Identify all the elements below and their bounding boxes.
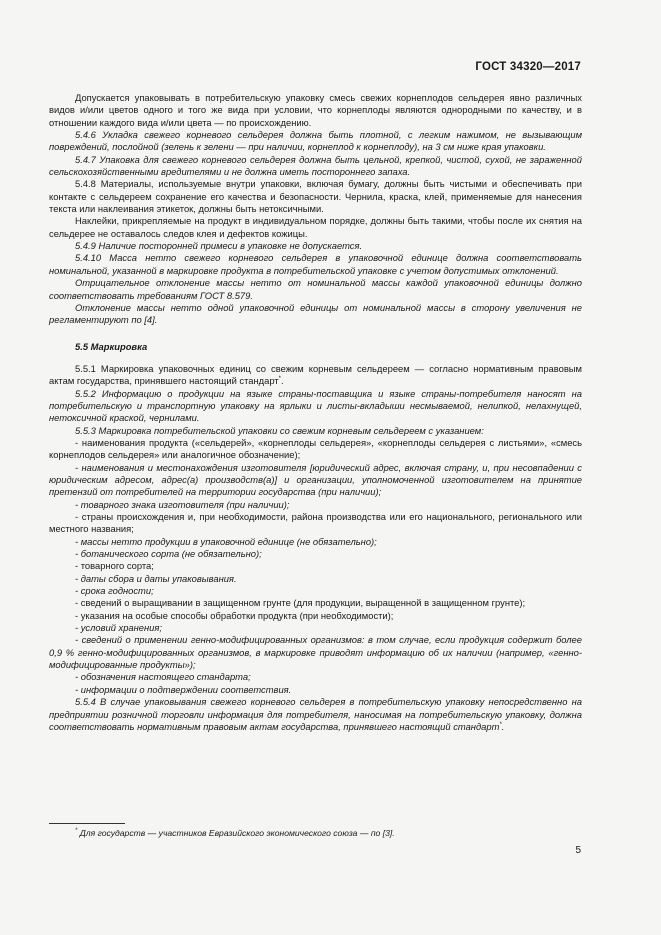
section-title-marking: 5.5 Маркировка <box>75 340 148 352</box>
paragraph-5-4-7: 5.4.7 Упаковка для свежего корневого сельдерея должна быть цельной, крепкой, чистой, сухой, не зараженной сельскохозяйственными вредителями и не должна иметь постороннего запаха. <box>49 153 582 178</box>
paragraph-5-5-3: 5.5.3 Маркировка потребительской упаковки со свежим корневым сельдереем с указанием: <box>75 424 484 436</box>
list-item: - наименования и местонахождения изготовителя [юридический адрес, включая страну, и, при несовпадении с юридическим адресом, адрес(а) производств(а)] и организации, уполномоченной изготовителем на принятие претензий от потребителей на территории государства (при наличии); <box>49 461 582 498</box>
paragraph-5-5-1-text: 5.5.1 Маркировка упаковочных единиц со свежим корневым сельдереем — согласно нормативным правовым актам государства, принявшего настоящий стандарт <box>49 362 582 387</box>
list-item: - товарного знака изготовителя (при наличии); <box>75 498 290 510</box>
paragraph-5-5-4-text: 5.5.4 В случае упаковывания свежего корневого сельдерея в потребительскую упаковку непосредственно на предприятии розничной торговли информация для потребителя, наносимая на потребительскую упаковку, должна соответствовать нормативным правовым актам государства, принявшего настоящий стандарт <box>49 696 582 732</box>
list-item: - информации о подтверждении соответствия. <box>75 683 292 695</box>
footnote <box>49 828 582 838</box>
paragraph-5-5-4-end: . <box>501 720 505 732</box>
list-item: - товарного сорта; <box>75 560 154 572</box>
paragraph-mixed-packaging: Допускается упаковывать в потребительскую упаковку смесь свежих корнеплодов сельдерея явно различных видов и/или цветов одного и того же вида при условии, что корнеплоды являются однородными по качеству, и в отношении каждого вида и/или цвета — по происхождению. <box>49 92 582 128</box>
footnote-mark: * <box>75 828 78 835</box>
list-item: - массы нетто продукции в упаковочной единице (не обязательно); <box>75 535 377 547</box>
paragraph-stickers: Наклейки, прикрепляемые на продукт в индивидуальном порядке, должны быть такими, чтобы после их снятия на сельдерее не оставалось следов клея и дефектов кожицы. <box>49 215 582 239</box>
list-item: - условий хранения; <box>75 622 163 634</box>
page-number: 5 <box>575 845 581 856</box>
paragraph-negative-deviation: Отрицательное отклонение массы нетто от номинальной массы каждой упаковочной единицы должно соответствовать требованиям ГОСТ 8.579. <box>49 277 582 301</box>
paragraph-5-5-4 <box>49 696 582 733</box>
list-item: - даты сбора и даты упаковывания. <box>75 572 237 584</box>
list-item: - сведений о применении генно-модифицированных организмов: в том случае, если продукция содержит более 0,9 % генно-модифицированных организмов, в маркировке приводят информацию об их наличии (например, «генно-модифицированные продукты»); <box>49 634 582 671</box>
footnote-divider <box>49 823 125 824</box>
list-item: - наименования продукта («сельдерей», «корнеплоды сельдерея», «корнеплоды сельдерея с листьями», «смесь корнеплодов сельдерея» или аналогичное обозначение); <box>49 436 582 461</box>
paragraph-positive-deviation: Отклонение массы нетто одной упаковочной единицы от номинальной массы в сторону увеличения не регламентируют по [4]. <box>49 301 582 326</box>
paragraph-5-5-1 <box>49 363 582 388</box>
paragraph-5-4-9: 5.4.9 Наличие посторонней примеси в упаковке не допускается. <box>75 240 363 252</box>
list-item: - ботанического сорта (не обязательно); <box>75 548 262 560</box>
paragraph-5-4-8: 5.4.8 Материалы, используемые внутри упаковки, включая бумагу, должны быть чистыми и обеспечивать при контакте с сельдереем сохранение его качества и безопасности. Чернила, краска, клей, применяемые для нанесения текста или наклеивания этикеток, должны быть нетоксичными. <box>49 178 582 215</box>
list-item: - срока годности; <box>75 585 154 597</box>
list-item: - сведений о выращивании в защищенном грунте (для продукции, выращенной в защищенном грунте); <box>75 597 526 609</box>
footnote-text: Для государств — участников Евразийского экономического союза — по [3]. <box>77 828 395 838</box>
paragraph-5-4-6: 5.4.6 Укладка свежего корневого сельдерея должна быть плотной, с легким нажимом, не вызывающим повреждений, послойной (зелень к зелени — при наличии, корнеплод к корнеплоду), на 3 см ниже края упаковки. <box>49 129 582 153</box>
paragraph-5-5-2: 5.5.2 Информацию о продукции на языке страны-поставщика и языке страны-потребителя наносят на потребительскую и транспортную упаковку на ярлыки и листы-вкладыши несмываемой, нелипкой, нелахнущей, нетоксичной краской, чернилами. <box>49 387 582 424</box>
paragraph-5-5-1-end: . <box>281 375 284 387</box>
list-item: - указания на особые способы обработки продукта (при необходимости); <box>75 609 394 621</box>
paragraph-5-4-10: 5.4.10 Масса нетто свежего корневого сельдерея в упаковочной единице должна соответствовать номинальной, указанной в маркировке продукта в потребительской упаковке с учетом допустимых отклонений. <box>49 252 582 276</box>
footnote-reference: * <box>278 376 282 383</box>
page-header-standard-number: ГОСТ 34320—2017 <box>475 61 581 73</box>
footnote-reference: * <box>499 721 502 728</box>
list-item: - обозначения настоящего стандарта; <box>75 671 251 683</box>
list-item: - страны происхождения и, при необходимости, района производства или его национального, регионального или местного названия; <box>49 511 582 535</box>
document-body <box>49 92 582 733</box>
